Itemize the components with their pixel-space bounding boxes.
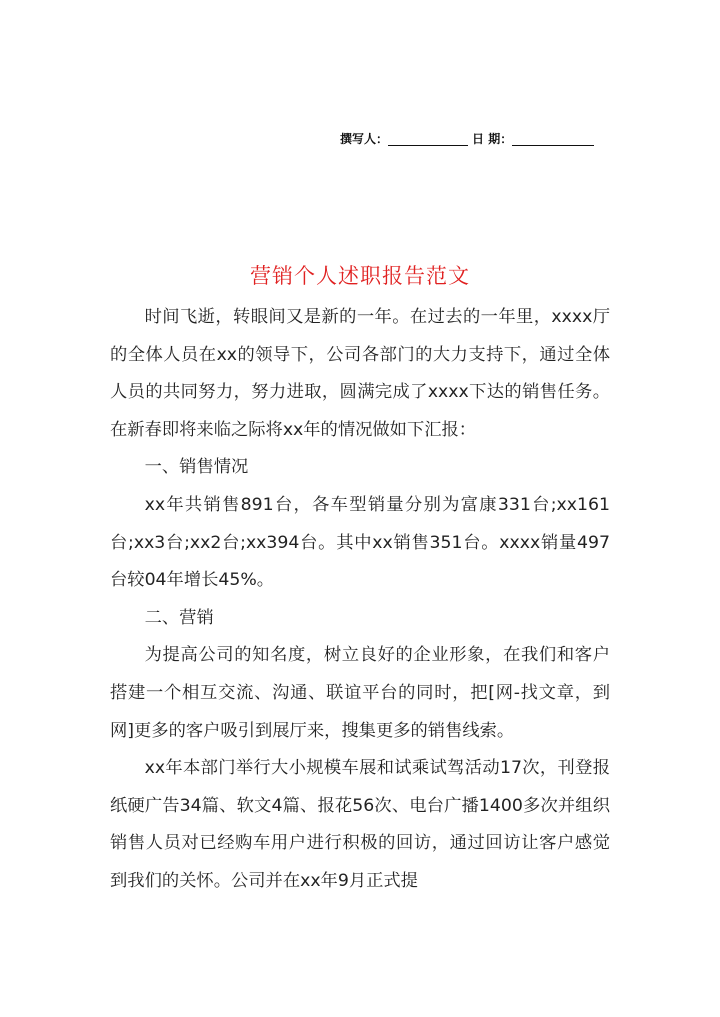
- section-heading-marketing: 二、营销: [144, 607, 214, 628]
- document-body: [110, 299, 610, 901]
- paragraph-activities: xx年本部门举行大小规模车展和试乘试驾活动17次，刊登报纸硬广告34篇、软文4篇、报花56次、电台广播1400多次并组织销售人员对已经购车用户进行积极的回访，通过回访让客户感觉到我们的关怀。公司并在xx年9月正式提: [110, 758, 610, 891]
- paragraph-intro: 时间飞逝，转眼间又是新的一年。在过去的一年里，xxxx厅的全体人员在xx的领导下，公司各部门的大力支持下，通过全体人员的共同努力，努力进取，圆满完成了xxxx下达的销售任务。在新春即将来临之际将xx年的情况做如下汇报：: [110, 307, 610, 440]
- document-title: 营销个人述职报告范文: [250, 264, 470, 288]
- author-date-line: [340, 124, 612, 146]
- date-blank: [512, 133, 594, 146]
- date-label: 日 期：: [472, 132, 513, 146]
- paragraph-marketing: 为提高公司的知名度，树立良好的企业形象，在我们和客户搭建一个相互交流、沟通、联谊平台的同时，把[网-找文章，到网]更多的客户吸引到展厅来，搜集更多的销售线索。: [110, 645, 610, 741]
- paragraph-sales: xx年共销售891台，各车型销量分别为富康331台;xx161台;xx3台;xx2台;xx394台。其中xx销售351台。xxxx销量497台较04年增长45%。: [110, 494, 610, 591]
- author-blank: [388, 133, 468, 146]
- section-heading-sales: 一、销售情况: [144, 457, 249, 478]
- author-label: 撰写人：: [340, 132, 389, 146]
